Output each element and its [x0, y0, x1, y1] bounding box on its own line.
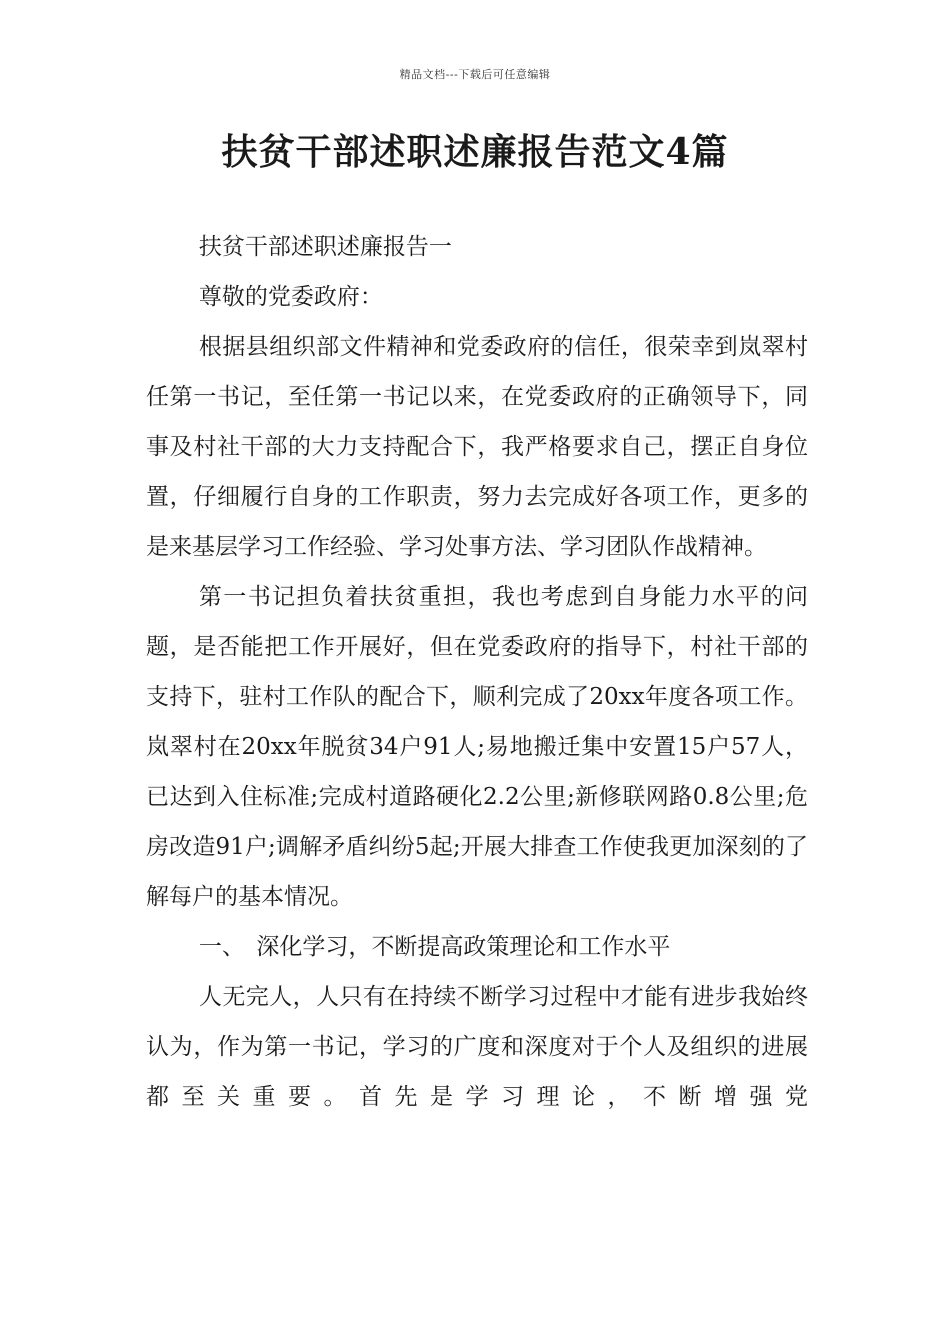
- document-body: [146, 222, 808, 1122]
- header-note: 精品文档---下载后可任意编辑: [399, 68, 551, 81]
- document-title: 扶贫干部述职述廉报告范文4篇: [221, 131, 729, 173]
- subsection-heading: 一、 深化学习，不断提高政策理论和工作水平: [198, 934, 671, 960]
- paragraph: 根据县组织部文件精神和党委政府的信任，很荣幸到岚翠村任第一书记，至任第一书记以来，在党委政府的正确领导下，同事及村社干部的大力支持配合下，我严格要求自己，摆正自身位置，仔细履行自身的工作职责，努力去完成好各项工作，更多的是来基层学习工作经验、学习处事方法、学习团队作战精神。: [146, 334, 808, 560]
- section-heading: 扶贫干部述职述廉报告一: [198, 234, 452, 260]
- paragraph: 人无完人，人只有在持续不断学习过程中才能有进步我始终认为，作为第一书记，学习的广度和深度对于个人及组织的进展都至关重要。首先是学习理论，不断增强党: [146, 984, 808, 1110]
- paragraph: 第一书记担负着扶贫重担，我也考虑到自身能力水平的问题，是否能把工作开展好，但在党委政府的指导下，村社干部的支持下，驻村工作队的配合下，顺利完成了20xx年度各项工作。岚翠村在20xx年脱贫34户91人;易地搬迁集中安置15户57人，已达到入住标准;完成村道路硬化2.2公里;新修联网路0.8公里;危房改造91户;调解矛盾纠纷5起;开展大排查工作使我更加深刻的了解每户的基本情况。: [146, 584, 808, 910]
- salutation: 尊敬的党委政府：: [198, 284, 383, 310]
